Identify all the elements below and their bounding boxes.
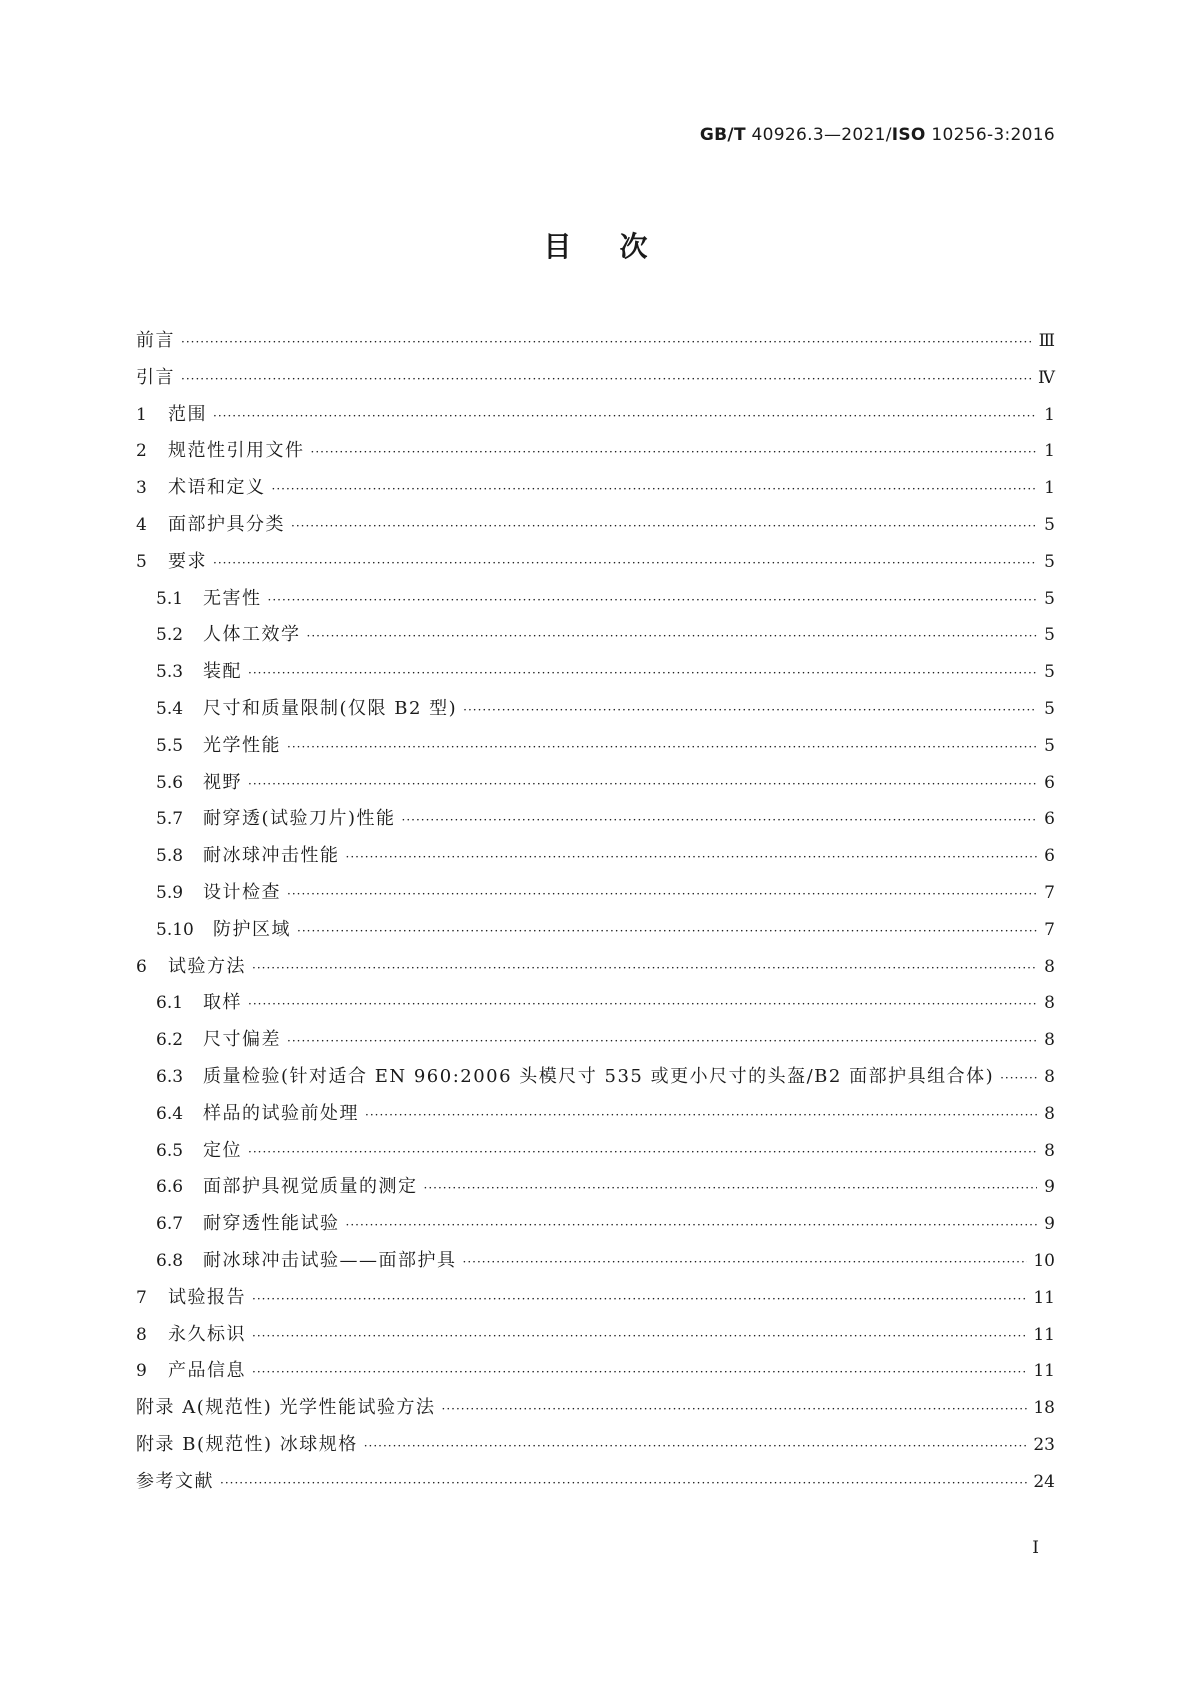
toc-leader-dots [220,1476,1027,1490]
toc-entry-page: 7 [1044,882,1055,903]
toc-entry-number: 6 [136,956,147,977]
toc-entry-page: 6 [1044,772,1055,793]
toc-leader-dots [291,519,1037,533]
toc-leader-dots [213,556,1037,570]
toc-entry-number: 6.1 [156,993,184,1014]
toc-entry-page: 8 [1044,1140,1055,1161]
toc-entry[interactable] [136,804,1055,841]
toc-entry-page: 11 [1033,1287,1055,1308]
toc-entry-page: 5 [1044,698,1055,719]
toc-entry-number: 7 [136,1287,147,1308]
toc-leader-dots [248,777,1037,791]
toc-entry-label: 附录 A(规范性) 光学性能试验方法 [136,1397,436,1419]
table-of-contents [136,326,1055,1504]
toc-entry-page: 5 [1044,735,1055,756]
toc-leader-dots [181,335,1033,349]
toc-leader-dots [364,1439,1028,1453]
toc-entry-number: 9 [136,1361,147,1382]
toc-entry-page: 11 [1033,1361,1055,1382]
toc-entry[interactable] [136,473,1055,510]
toc-entry-number: 3 [136,478,147,499]
toc-entry[interactable] [136,1062,1055,1099]
toc-entry-label: 术语和定义 [168,477,266,499]
toc-leader-dots [1000,1071,1037,1085]
toc-entry-page: 9 [1044,1214,1055,1235]
toc-entry-number: 6.7 [156,1214,184,1235]
toc-entry-label: 要求 [168,550,207,572]
toc-entry[interactable] [136,841,1055,878]
toc-leader-dots [287,887,1037,901]
toc-entry-number: 5.9 [156,882,184,903]
toc-leader-dots [442,1402,1028,1416]
toc-entry-page: 1 [1044,478,1055,499]
toc-entry-page: 23 [1033,1434,1055,1455]
toc-leader-dots [181,372,1032,386]
toc-leader-dots [297,924,1037,938]
toc-entry-page: 10 [1033,1250,1055,1271]
toc-entry[interactable] [136,547,1055,584]
toc-leader-dots [365,1108,1037,1122]
toc-entry[interactable] [136,768,1055,805]
toc-entry-number: 5.4 [156,698,184,719]
toc-entry-label: 前言 [136,330,175,351]
toc-entry-label: 面部护具视觉质量的测定 [203,1176,418,1198]
toc-leader-dots [307,629,1038,643]
toc-entry-number: 6.4 [156,1103,184,1124]
toc-entry-label: 面部护具分类 [168,513,285,535]
toc-entry-page: 5 [1044,514,1055,535]
toc-entry-page: 6 [1044,809,1055,830]
toc-leader-dots [248,1145,1037,1159]
toc-entry-label: 设计检查 [203,881,281,903]
toc-entry[interactable] [136,878,1055,915]
toc-entry-number: 1 [136,404,147,425]
toc-entry-label: 耐冰球冲击试验——面部护具 [203,1249,457,1271]
toc-entry-page: 18 [1033,1398,1055,1419]
toc-entry[interactable] [136,1467,1055,1504]
toc-entry-page: 5 [1044,662,1055,683]
toc-entry[interactable] [136,694,1055,731]
toc-entry-label: 无害性 [203,587,262,609]
toc-leader-dots [463,703,1037,717]
toc-entry-number: 5.5 [156,735,184,756]
toc-leader-dots [463,1255,1028,1269]
toc-leader-dots [213,409,1037,423]
toc-entry-page: Ⅳ [1038,367,1055,388]
toc-entry[interactable] [136,1172,1055,1209]
toc-entry-page: 1 [1044,404,1055,425]
toc-entry[interactable] [136,1136,1055,1173]
toc-leader-dots [252,961,1037,975]
toc-entry-label: 尺寸偏差 [203,1029,281,1051]
toc-entry-label: 人体工效学 [203,624,301,646]
toc-entry[interactable] [136,915,1055,952]
toc-entry-label: 参考文献 [136,1470,214,1492]
toc-entry[interactable] [136,1283,1055,1320]
toc-entry-number: 5.3 [156,662,184,683]
toc-entry-number: 5.1 [156,588,184,609]
toc-leader-dots [346,850,1038,864]
toc-entry-number: 5.7 [156,809,184,830]
toc-entry-number: 6.2 [156,1030,184,1051]
toc-leader-dots [424,1181,1038,1195]
toc-entry-page: 7 [1044,919,1055,940]
toc-entry-page: 5 [1044,551,1055,572]
toc-entry[interactable] [136,1099,1055,1136]
toc-entry-page: 24 [1033,1471,1055,1492]
toc-leader-dots [248,997,1037,1011]
toc-entry-number: 5.6 [156,772,184,793]
toc-entry-page: 8 [1044,956,1055,977]
toc-leader-dots [287,740,1037,754]
toc-entry[interactable] [136,510,1055,547]
toc-entry-page: 8 [1044,1103,1055,1124]
page-title: 目次 [543,230,696,263]
toc-entry-page: 8 [1044,1030,1055,1051]
toc-entry-label: 耐冰球冲击性能 [203,845,340,867]
toc-entry[interactable] [136,326,1055,363]
toc-entry-label: 光学性能 [203,734,281,756]
toc-entry[interactable] [136,1393,1055,1430]
toc-entry-number: 5 [136,551,147,572]
toc-entry-label: 规范性引用文件 [168,440,305,462]
toc-entry-label: 视野 [203,771,242,793]
toc-entry-label: 耐穿透(试验刀片)性能 [203,808,396,830]
toc-entry-label: 附录 B(规范性) 冰球规格 [136,1433,358,1455]
page-number: I [1032,1538,1039,1558]
toc-entry-page: 5 [1044,588,1055,609]
toc-entry[interactable] [136,1356,1055,1393]
toc-entry-number: 6.8 [156,1250,184,1271]
toc-entry[interactable] [136,952,1055,989]
toc-entry-page: 1 [1044,441,1055,462]
toc-entry-number: 5.2 [156,625,184,646]
toc-entry-number: 8 [136,1324,147,1345]
toc-entry-number: 5.8 [156,846,184,867]
toc-entry[interactable] [136,436,1055,473]
toc-entry[interactable] [136,584,1055,621]
toc-entry[interactable] [136,1320,1055,1357]
toc-entry[interactable] [136,657,1055,694]
toc-entry-number: 2 [136,441,147,462]
toc-entry[interactable] [136,988,1055,1025]
toc-leader-dots [252,1365,1027,1379]
toc-entry-label: 定位 [203,1139,242,1161]
toc-leader-dots [311,445,1038,459]
toc-entry-page: 6 [1044,846,1055,867]
standard-code-prefix: GB/T [699,125,746,145]
toc-entry-number: 5.10 [156,919,194,940]
toc-entry-label: 试验方法 [168,955,246,977]
toc-entry-page: 9 [1044,1177,1055,1198]
toc-entry-number: 6.5 [156,1140,184,1161]
toc-leader-dots [248,666,1037,680]
toc-entry[interactable] [136,400,1055,437]
toc-leader-dots [252,1329,1027,1343]
toc-entry[interactable] [136,1025,1055,1062]
standard-code-number: 40926.3—2021/ [745,125,892,145]
toc-entry-page: Ⅲ [1038,331,1055,351]
toc-entry[interactable] [136,1246,1055,1283]
toc-entry-label: 防护区域 [213,918,291,940]
toc-entry-label: 引言 [136,366,175,388]
toc-leader-dots [272,482,1038,496]
toc-entry-number: 4 [136,514,147,535]
toc-entry-label: 永久标识 [168,1323,246,1345]
toc-leader-dots [252,1292,1027,1306]
toc-entry-label: 试验报告 [168,1286,246,1308]
toc-leader-dots [268,593,1038,607]
toc-entry-label: 取样 [203,992,242,1014]
toc-leader-dots [287,1034,1037,1048]
toc-entry-label: 范围 [168,403,207,425]
toc-entry[interactable] [136,363,1055,400]
standard-code-header [700,125,1055,145]
toc-entry-label: 装配 [203,661,242,683]
toc-entry-label: 样品的试验前处理 [203,1102,359,1124]
toc-entry-page: 11 [1033,1324,1055,1345]
toc-entry-label: 产品信息 [168,1360,246,1382]
iso-number: 10256-3:2016 [925,125,1055,145]
toc-entry-label: 耐穿透性能试验 [203,1213,340,1235]
toc-entry[interactable] [136,1209,1055,1246]
toc-entry[interactable] [136,731,1055,768]
toc-leader-dots [402,813,1037,827]
toc-entry-label: 尺寸和质量限制(仅限 B2 型) [203,697,458,719]
toc-entry-number: 6.6 [156,1177,184,1198]
toc-entry-number: 6.3 [156,1066,184,1087]
toc-entry-page: 8 [1044,993,1055,1014]
toc-entry[interactable] [136,1430,1055,1467]
toc-entry-page: 5 [1044,625,1055,646]
toc-entry-label: 质量检验(针对适合 EN 960:2006 头模尺寸 535 或更小尺寸的头盔/B2 面部护具组合体) [203,1065,995,1087]
toc-entry[interactable] [136,620,1055,657]
iso-prefix: ISO [891,125,926,145]
toc-leader-dots [346,1218,1038,1232]
toc-entry-page: 8 [1044,1066,1055,1087]
